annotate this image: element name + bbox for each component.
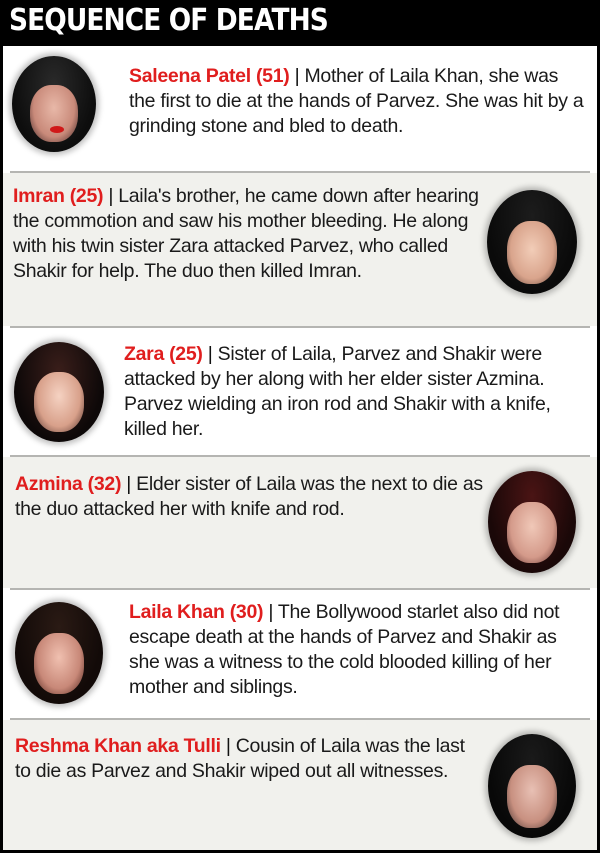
description: Sister of Laila, Parvez and Shakir were attacked by her along with her elder sister Azmina. Parvez wielding an iron rod and Shakir with a knife, killed her. [124, 343, 551, 440]
victim-name: Saleena Patel (51) [129, 65, 290, 87]
entries-panel [3, 46, 597, 850]
entry-imran [3, 173, 597, 326]
header-bar [0, 0, 600, 46]
entry-text [124, 342, 586, 442]
portrait-photo [488, 734, 576, 838]
entry-azmina [3, 457, 597, 588]
description: The Bollywood starlet also did not escape death at the hands of Parvez and Shakir as she was a witness to the cold blooded killing of her mother and siblings. [129, 601, 560, 698]
portrait-photo [487, 190, 577, 294]
entry-text [15, 734, 485, 784]
entry-reshma-khan [3, 720, 597, 850]
entry-saleena-patel [3, 46, 597, 172]
entry-text [129, 600, 591, 700]
entry-zara [3, 328, 597, 455]
entry-laila-khan [3, 590, 597, 718]
separator: | [207, 343, 213, 365]
description: Cousin of Laila was the last to die as Parvez and Shakir wiped out all witnesses. [15, 735, 465, 782]
portrait-photo [14, 342, 104, 442]
portrait-photo [12, 56, 96, 152]
portrait-photo [488, 471, 576, 573]
entry-text [15, 472, 485, 522]
victim-name: Azmina (32) [15, 473, 122, 495]
portrait-photo [15, 602, 103, 704]
description: Laila's brother, he came down after hearing the commotion and saw his mother bleeding. He along with his twin sister Zara attacked Parvez, who called Shakir for help. The duo then killed Imran. [13, 185, 479, 282]
victim-name: Zara (25) [124, 343, 203, 365]
separator: | [126, 473, 132, 495]
victim-name: Imran (25) [13, 185, 104, 207]
separator: | [294, 65, 300, 87]
description: Mother of Laila Khan, she was the first to die at the hands of Parvez. She was hit by a grinding stone and bled to death. [129, 65, 584, 137]
separator: | [108, 185, 114, 207]
separator: | [225, 735, 231, 757]
entry-text [13, 184, 483, 284]
victim-name: Laila Khan (30) [129, 601, 264, 623]
victim-name: Reshma Khan aka Tulli [15, 735, 221, 757]
separator: | [268, 601, 274, 623]
description: Elder sister of Laila was the next to die as the duo attacked her with knife and rod. [15, 473, 483, 520]
page-title: SEQUENCE OF DEATHS [9, 3, 328, 38]
entry-text [129, 64, 587, 139]
